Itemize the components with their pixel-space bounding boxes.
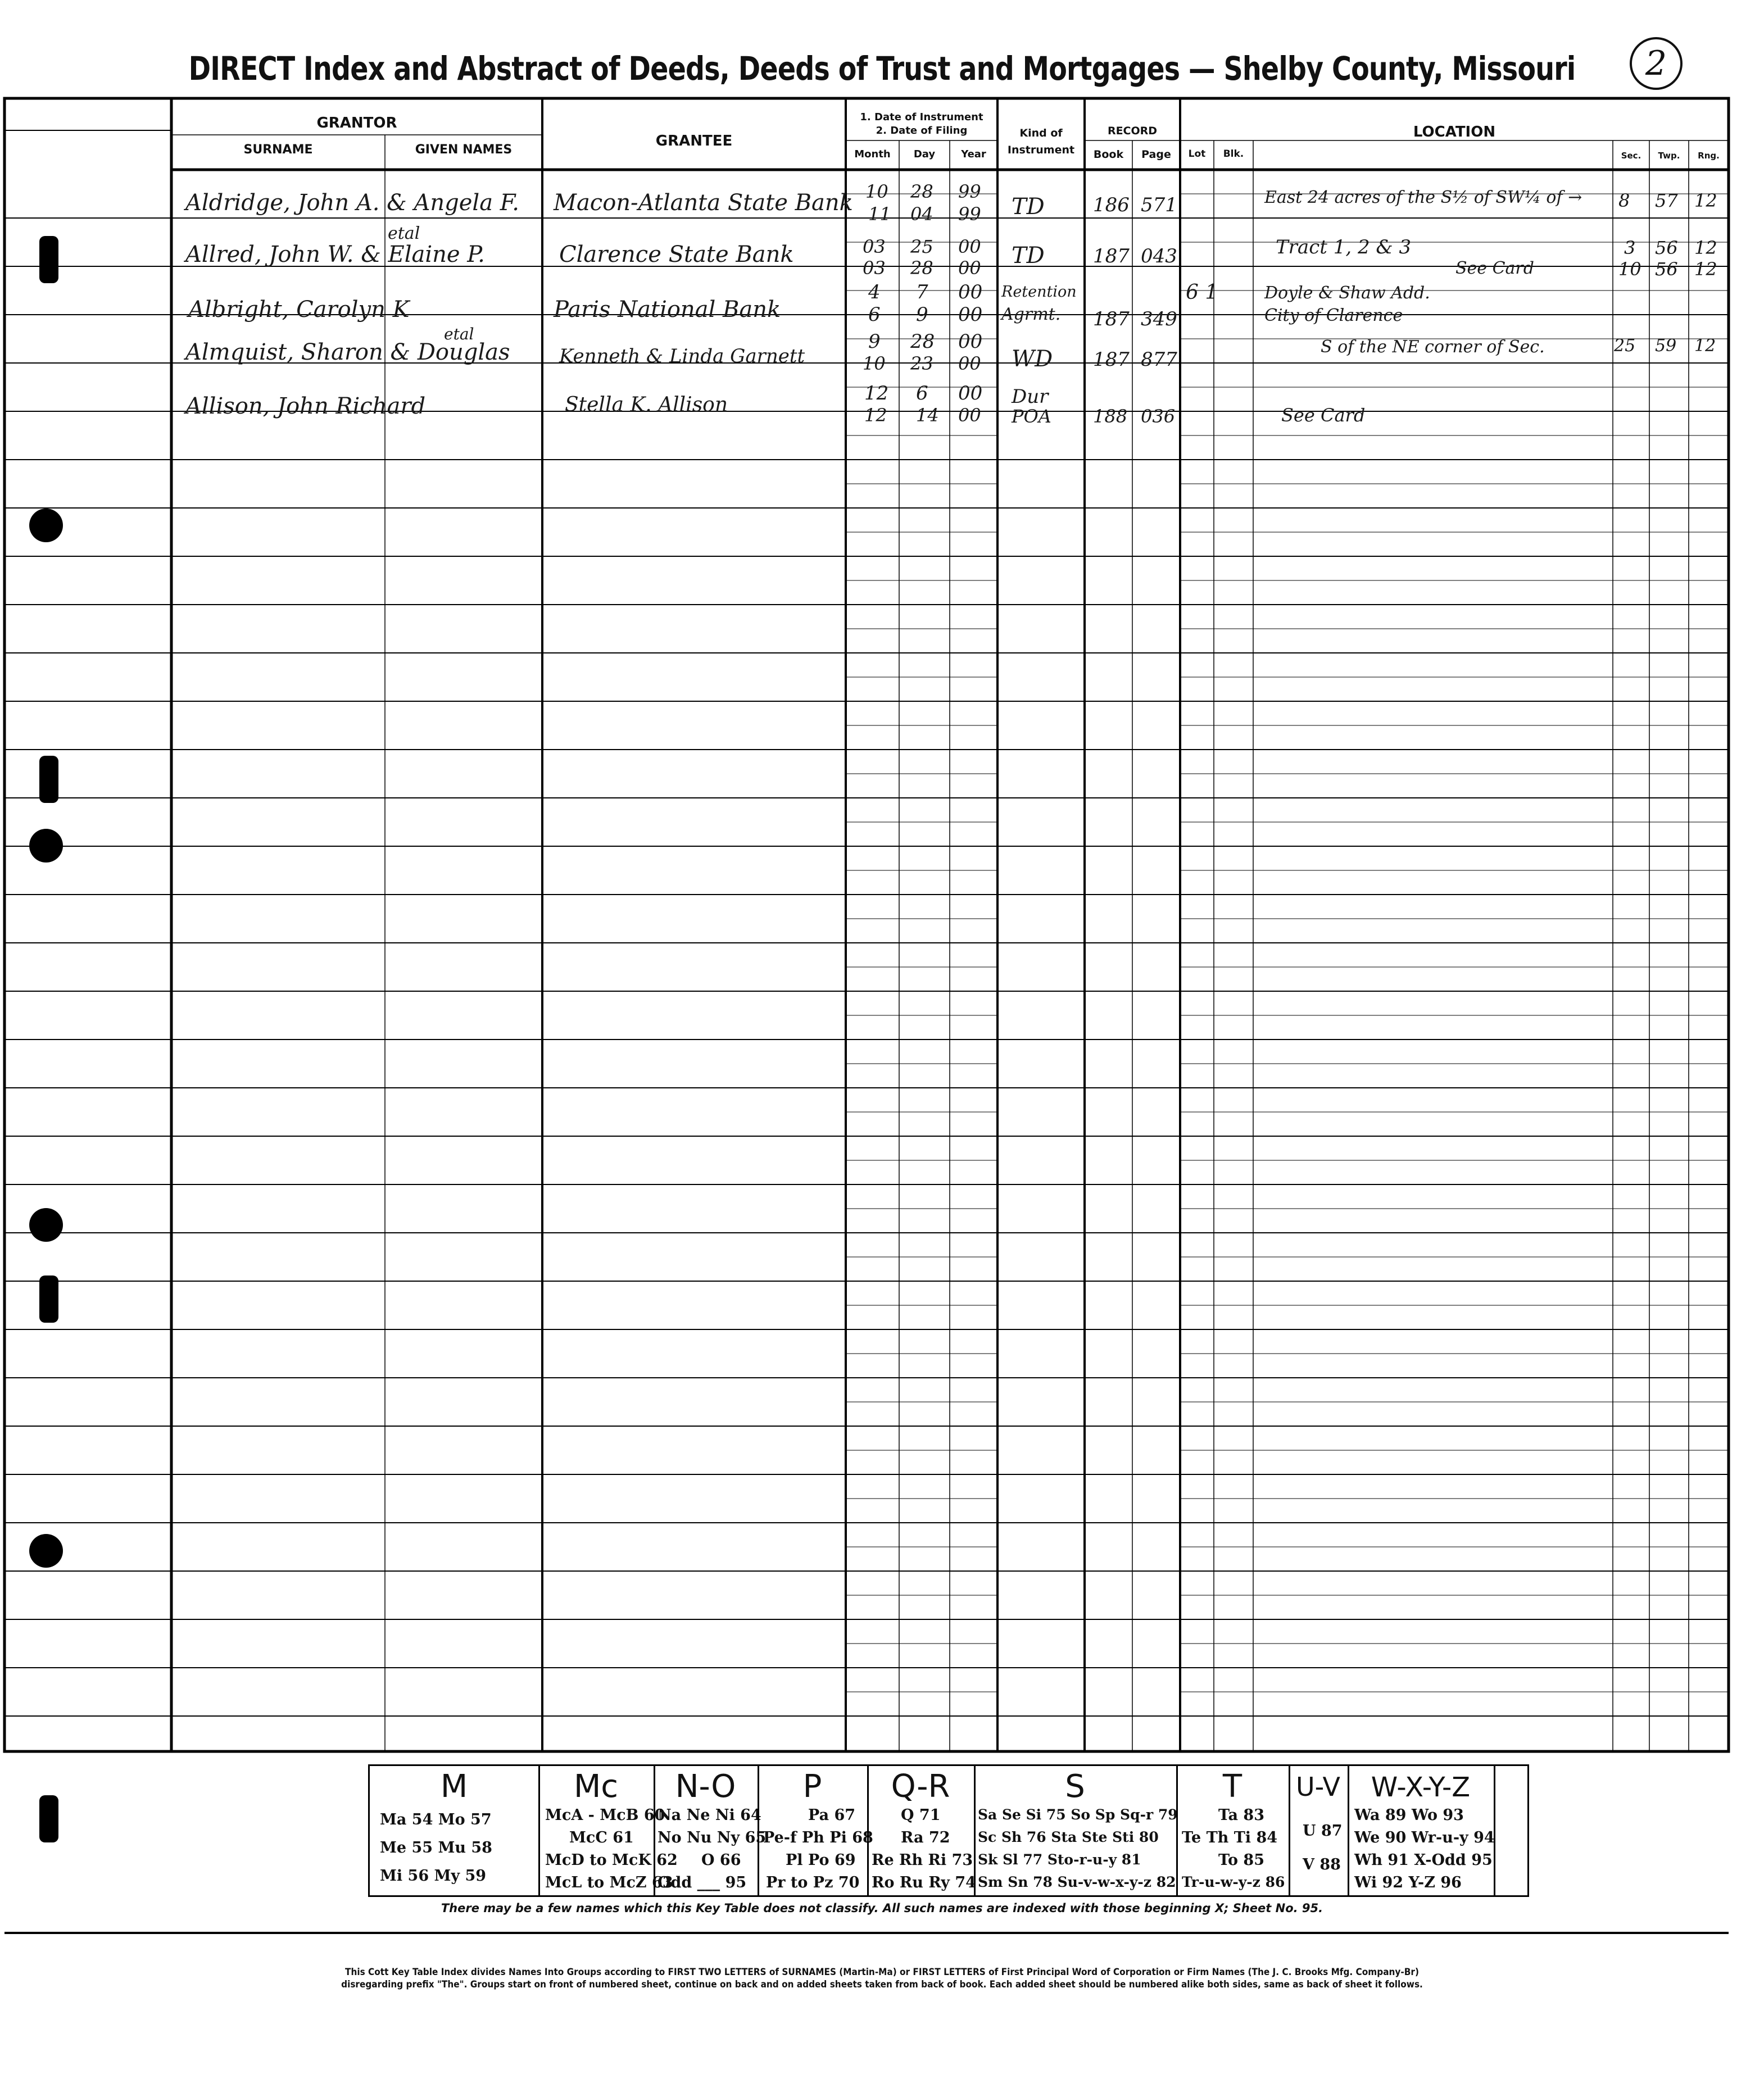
- grantor-header: GRANTOR: [316, 115, 397, 131]
- key-row: U 87: [1303, 1822, 1343, 1840]
- key-row: McD to McK 62: [545, 1851, 678, 1869]
- page-title: DIRECT Index and Abstract of Deeds, Deeds of Trust and Mortgages — Shelby County, Missouri: [188, 49, 1576, 88]
- entry-location-note: See Card: [1281, 405, 1366, 426]
- key-row: Q 71: [901, 1806, 941, 1824]
- key-row: Ta 83: [1218, 1806, 1264, 1824]
- key-row: McC 61: [569, 1829, 634, 1846]
- key-row: No Nu Ny 65: [657, 1829, 767, 1846]
- sec-header: Sec.: [1621, 151, 1641, 161]
- key-group-letter: S: [1065, 1768, 1085, 1805]
- entry-date2-year: 00: [958, 405, 981, 426]
- entry-book: 186: [1093, 194, 1130, 216]
- key-row: Sc Sh 76 Sta Ste Sti 80: [978, 1829, 1159, 1845]
- key-row: Tr-u-w-y-z 86: [1182, 1874, 1285, 1890]
- entry-page: 043: [1141, 245, 1177, 267]
- entry-grantor: Aldridge, John A. & Angela F.: [185, 190, 520, 216]
- key-group-letter: W-X-Y-Z: [1371, 1772, 1471, 1803]
- entry-location: East 24 acres of the S½ of SW¼ of →: [1264, 188, 1582, 207]
- key-table: [368, 1764, 1529, 1897]
- entry-date1-year: 00: [958, 281, 983, 303]
- entry-date2-day: 28: [910, 257, 933, 279]
- entry-kind: Dur: [1012, 385, 1049, 408]
- grantee-header: GRANTEE: [655, 133, 733, 149]
- entry-date2-year: 00: [958, 303, 983, 326]
- date-filing-header: 2. Date of Filing: [876, 125, 968, 137]
- entry-page: 349: [1141, 308, 1177, 330]
- entry-grantee: Stella K. Allison: [565, 393, 728, 416]
- book-header: Book: [1093, 148, 1124, 161]
- entry-date2-month: 6: [868, 303, 881, 326]
- location-header: LOCATION: [1413, 124, 1496, 140]
- entry-date1-day: 7: [916, 281, 928, 303]
- entry-date1-year: 00: [958, 382, 983, 405]
- entry-etal: etal: [444, 325, 474, 343]
- entry-date1-month: 4: [868, 281, 881, 303]
- key-row: Wh 91 X-Odd 95: [1354, 1851, 1493, 1869]
- entry-sec: 8: [1618, 190, 1630, 211]
- entry-date1-day: 25: [910, 236, 933, 257]
- date-instrument-header: 1. Date of Instrument: [860, 111, 983, 123]
- entry-book: 188: [1093, 406, 1128, 427]
- entry-kind-2: Agrmt.: [1001, 305, 1061, 324]
- key-row: Odd ___ 95: [657, 1874, 747, 1891]
- lot-header: Lot: [1188, 148, 1206, 160]
- key-row: Pr to Pz 70: [766, 1874, 860, 1891]
- entry-rng: 12: [1694, 190, 1717, 211]
- key-row: McA - McB 60: [545, 1806, 665, 1824]
- key-group-letter: P: [802, 1768, 822, 1805]
- month-header: Month: [854, 148, 891, 160]
- entry-grantee: Clarence State Bank: [559, 242, 794, 267]
- key-row: Ro Ru Ry 74: [872, 1874, 976, 1891]
- entry-date2-month: 11: [868, 203, 891, 225]
- key-group-letter: U-V: [1295, 1772, 1341, 1802]
- year-header: Year: [961, 148, 986, 160]
- instrument-header: Instrument: [1007, 144, 1075, 156]
- entry-grantee: Macon-Atlanta State Bank: [554, 190, 853, 216]
- entry-location: Doyle & Shaw Add.: [1264, 283, 1430, 303]
- key-row: V 88: [1303, 1856, 1341, 1873]
- key-row: Wa 89 Wo 93: [1354, 1806, 1464, 1824]
- key-group-letter: Mc: [573, 1768, 619, 1805]
- entry-grantee: Kenneth & Linda Garnett: [559, 345, 805, 367]
- key-group-letter: M: [440, 1768, 468, 1805]
- entry-date1-year: 00: [958, 236, 981, 257]
- entry-page: 571: [1141, 194, 1177, 216]
- entry-grantee: Paris National Bank: [554, 297, 781, 323]
- entry-book: 187: [1093, 245, 1130, 267]
- entry-twp: 57: [1655, 190, 1678, 211]
- entry-grantor: Allison, John Richard: [185, 393, 426, 419]
- day-header: Day: [913, 148, 936, 160]
- key-row: Pl Po 69: [786, 1851, 856, 1869]
- key-table-note: There may be a few names which this Key Table does not classify. All such names are indexed with those beginning X; Sheet No. 95.: [441, 1901, 1323, 1915]
- twp-header: Twp.: [1658, 151, 1680, 161]
- entry-location: Tract 1, 2 & 3: [1276, 236, 1412, 258]
- entry-location-note: See Card: [1455, 258, 1534, 278]
- entry-twp: 56: [1655, 237, 1678, 258]
- key-row: Pa 67: [808, 1806, 856, 1824]
- entry-kind: TD: [1012, 243, 1045, 269]
- key-row: Pe-f Ph Pi 68: [763, 1829, 873, 1846]
- entry-twp-2: 56: [1655, 258, 1678, 280]
- entry-rng-2: 12: [1694, 258, 1717, 280]
- key-row: Me 55 Mu 58: [380, 1839, 492, 1856]
- entry-rng: 12: [1694, 237, 1717, 258]
- record-header: RECORD: [1107, 125, 1158, 137]
- key-row: To 85: [1218, 1851, 1264, 1869]
- entry-twp: 59: [1655, 336, 1677, 356]
- entry-sec-2: 10: [1618, 258, 1641, 280]
- footer-line-2: disregarding prefix "The". Groups start on front of numbered sheet, continue on back and on added sheets taken from back of book. Each added sheet should be numbered alike both sides, same as back of sheet it follows.: [341, 1979, 1423, 1990]
- entry-page: 877: [1141, 348, 1177, 371]
- entry-date2-month: 03: [863, 257, 886, 279]
- entry-location: S of the NE corner of Sec.: [1321, 337, 1545, 357]
- key-row: Na Ne Ni 64: [657, 1806, 761, 1824]
- rng-header: Rng.: [1698, 151, 1720, 161]
- entry-date1-day: 6: [916, 382, 928, 405]
- entry-date1-month: 10: [865, 181, 888, 202]
- key-row: Sk Sl 77 Sto-r-u-y 81: [978, 1851, 1141, 1868]
- entry-grantor: Albright, Carolyn K: [188, 297, 410, 323]
- entry-date2-day: 04: [910, 203, 933, 225]
- entry-date2-year: 00: [958, 257, 981, 279]
- given-names-header: GIVEN NAMES: [415, 143, 513, 157]
- entry-date2-day: 14: [916, 405, 939, 426]
- entry-date2-day: 9: [916, 303, 928, 326]
- entry-page: 036: [1141, 406, 1176, 427]
- entry-book: 187: [1093, 308, 1130, 330]
- entry-book: 187: [1093, 348, 1130, 371]
- key-row: Wi 92 Y-Z 96: [1354, 1874, 1462, 1891]
- key-row: Ra 72: [901, 1829, 950, 1846]
- entry-kind: WD: [1012, 346, 1053, 372]
- entry-sec: 3: [1624, 237, 1636, 258]
- key-row: We 90 Wr-u-y 94: [1354, 1829, 1495, 1846]
- entry-etal: etal: [388, 224, 420, 243]
- entry-date1-month: 03: [863, 236, 886, 257]
- entry-kind: TD: [1012, 194, 1045, 220]
- entry-grantor: Allred, John W. & Elaine P.: [185, 242, 485, 267]
- key-group-letter: T: [1222, 1768, 1242, 1805]
- key-row: McL to McZ 63: [545, 1874, 673, 1891]
- entry-date1-day: 28: [910, 181, 933, 202]
- surname-header: SURNAME: [243, 143, 313, 157]
- entry-date1-month: 9: [868, 330, 881, 353]
- entry-grantor: Almquist, Sharon & Douglas: [185, 339, 510, 365]
- key-row: Mi 56 My 59: [380, 1867, 487, 1885]
- entry-rng: 12: [1694, 336, 1716, 356]
- key-row: Sm Sn 78 Su-v-w-x-y-z 82: [978, 1874, 1176, 1890]
- entry-kind-2: POA: [1012, 406, 1051, 427]
- entry-date1-year: 99: [958, 181, 981, 202]
- key-row: O 66: [701, 1851, 741, 1869]
- entry-lot: 6 1: [1186, 281, 1218, 304]
- kind-header: Kind of: [1019, 127, 1063, 139]
- key-row: Re Rh Ri 73: [872, 1851, 973, 1869]
- page-header: Page: [1141, 148, 1171, 161]
- key-group-letter: Q-R: [891, 1768, 950, 1805]
- entry-sec: 25: [1614, 336, 1636, 356]
- entry-kind: Retention: [1001, 283, 1077, 301]
- entry-date2-day: 23: [910, 353, 933, 374]
- entry-date1-day: 28: [910, 330, 935, 353]
- entry-date2-month: 12: [864, 405, 887, 426]
- entry-date2-year: 99: [958, 203, 981, 225]
- entry-date1-month: 12: [864, 382, 889, 405]
- footer-line-1: This Cott Key Table Index divides Names Into Groups according to FIRST TWO LETTERS of SURNAMES (Martin-Ma) or FIRST LETTERS of First Principal Word of Corporation or Firm Names (The J. C. Brooks Mfg. Company-Br): [345, 1967, 1419, 1978]
- sheet-number: 2: [1630, 37, 1683, 90]
- entry-date1-year: 00: [958, 330, 983, 353]
- blk-header: Blk.: [1223, 148, 1244, 160]
- entry-location-note: City of Clarence: [1264, 306, 1403, 325]
- key-row: Sa Se Si 75 So Sp Sq-r 79: [978, 1806, 1178, 1823]
- entry-date2-year: 00: [958, 353, 981, 374]
- key-row: Te Th Ti 84: [1182, 1829, 1278, 1846]
- key-row: Ma 54 Mo 57: [380, 1811, 492, 1828]
- key-group-letter: N-O: [675, 1768, 736, 1805]
- entry-date2-month: 10: [863, 353, 886, 374]
